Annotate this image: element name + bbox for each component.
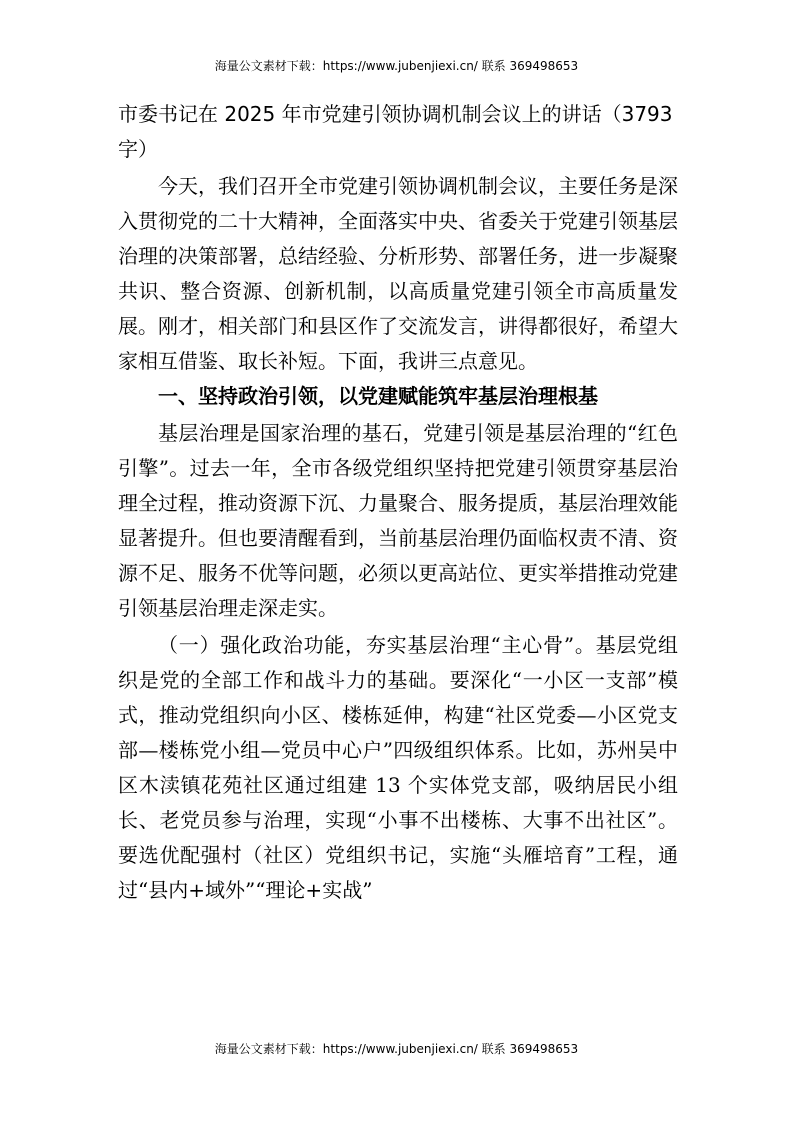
page-footer: 海量公文素材下载：https://www.jubenjiexi.cn/ 联系 369498653 [214,1042,579,1056]
section-paragraph: 基层治理是国家治理的基石，党建引领是基层治理的“红色引擎”。过去一年，全市各级党组织坚持把党建引领贯穿基层治理全过程，推动资源下沉、力量聚合、服务提质，基层治理效能显著提升。但也要清醒看到，当前基层治理仍面临权责不清、资源不足、服务不优等问题，必须以更高站位、更实举措推动党建引领基层治理走深走实。 [118,421,678,620]
page-header: 海量公文素材下载：https://www.jubenjiexi.cn/ 联系 369498653 [214,59,579,73]
subsection-paragraph: （一）强化政治功能，夯实基层治理“主心骨”。基层党组织是党的全部工作和战斗力的基础。要深化“一小区一支部”模式，推动党组织向小区、楼栋延伸，构建“社区党委—小区党支部—楼栋党小组—党员中心户”四级组织体系。比如，苏州吴中区木渎镇花苑社区通过组建 13 个实体党支部，吸纳居民小组长、老党员参与治理，实现“小事不出楼栋、大事不出社区”。要选优配强村（社区）党组织书记，实施“头雁培育”工程，通过“县内+域外”“理论+实战” [118,633,678,902]
intro-paragraph: 今天，我们召开全市党建引领协调机制会议，主要任务是深入贯彻党的二十大精神，全面落实中央、省委关于党建引领基层治理的决策部署，总结经验、分析形势、部署任务，进一步凝聚共识、整合资源、创新机制，以高质量党建引领全市高质量发展。刚才，相关部门和县区作了交流发言，讲得都很好，希望大家相互借鉴、取长补短。下面，我讲三点意见。 [118,174,678,373]
document-title: 市委书记在 2025 年市党建引领协调机制会议上的讲话（3793 字） [118,102,673,161]
section-heading: 一、坚持政治引领，以党建赋能筑牢基层治理根基 [158,384,598,408]
document-body [118,97,678,908]
